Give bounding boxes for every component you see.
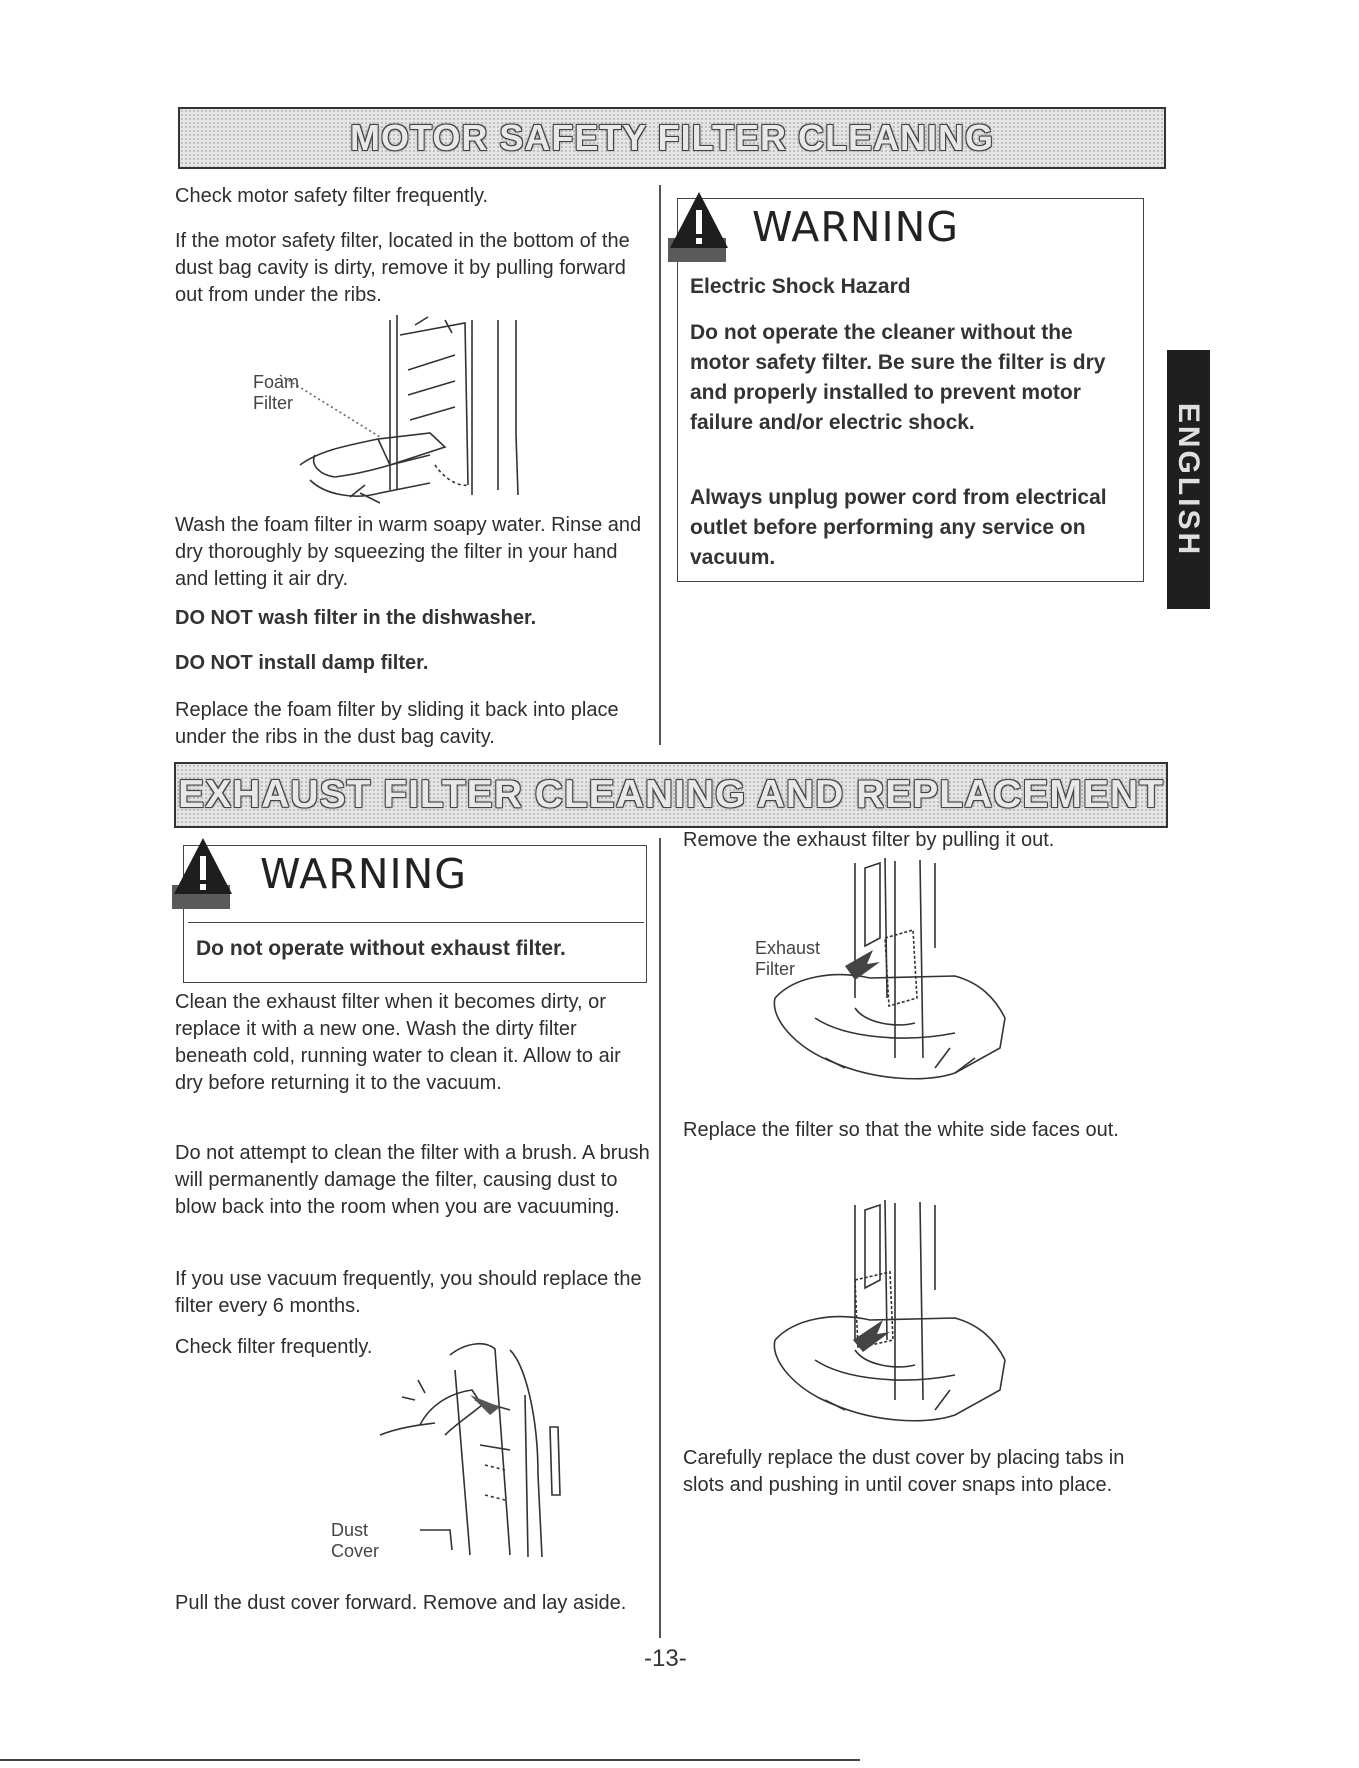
replace-filter-illustration	[755, 1200, 1045, 1430]
paragraph: Clean the exhaust filter when it becomes dirty, or replace it with a new one. Wash the dirty filter beneath cold, running water to clean it. Allow to air dry before returning it to the vacuum.	[175, 991, 621, 1094]
warning-subtitle: Electric Shock Hazard	[690, 275, 911, 298]
figure-label-line: Cover	[331, 1541, 380, 1561]
figure-label-foam-filter	[253, 372, 299, 414]
figure-label-dust-cover	[331, 1520, 379, 1562]
figure-label-line: Exhaust	[755, 938, 821, 958]
paragraph: Check filter frequently.	[175, 1336, 373, 1358]
warning-text: Do not operate the cleaner without the motor safety filter. Be sure the filter is dry and properly installed to prevent motor failure and/or electric shock.	[690, 321, 1106, 434]
caution-text: DO NOT install damp filter.	[175, 652, 429, 674]
figure-label-exhaust-filter	[755, 938, 820, 980]
warning-text: Always unplug power cord from electrical outlet before performing any service on vacuum.	[690, 486, 1107, 569]
warning-triangle-icon	[172, 836, 234, 896]
section-banner-motor-filter	[178, 107, 1166, 169]
column-divider	[659, 838, 661, 1638]
language-tab-label: ENGLISH	[1172, 402, 1206, 557]
paragraph: Pull the dust cover forward. Remove and lay aside.	[175, 1592, 627, 1614]
section-banner-exhaust-filter	[174, 762, 1168, 828]
paragraph: If you use vacuum frequently, you should replace the filter every 6 months.	[175, 1268, 642, 1317]
section-title: EXHAUST FILTER CLEANING AND REPLACEMENT	[178, 773, 1164, 816]
paragraph: Remove the exhaust filter by pulling it out.	[683, 829, 1055, 851]
figure-label-line: Foam	[253, 372, 300, 392]
figure-label-line: Dust	[331, 1520, 369, 1540]
paragraph: Carefully replace the dust cover by placing tabs in slots and pushing in until cover snaps into place.	[683, 1447, 1125, 1496]
paragraph: If the motor safety filter, located in the bottom of the dust bag cavity is dirty, remove it by pulling forward out from under the ribs.	[175, 230, 630, 306]
column-divider	[659, 185, 661, 745]
section-title: MOTOR SAFETY FILTER CLEANING	[349, 117, 994, 158]
warning-triangle-icon	[668, 190, 730, 250]
paragraph: Wash the foam filter in warm soapy water. Rinse and dry thoroughly by squeezing the filter in your hand and letting it air dry.	[175, 514, 642, 590]
warning-title: WARNING	[752, 203, 960, 251]
caution-text: DO NOT wash filter in the dishwasher.	[175, 607, 537, 629]
page-number: -13-	[644, 1645, 687, 1672]
paragraph: Check motor safety filter frequently.	[175, 185, 489, 207]
warning-title: WARNING	[260, 850, 468, 898]
bottom-rule	[0, 1759, 860, 1761]
paragraph: Do not attempt to clean the filter with a brush. A brush will permanently damage the filter, causing dust to blow back into the room when you are vacuuming.	[175, 1142, 650, 1218]
paragraph: Replace the filter so that the white side faces out.	[683, 1119, 1119, 1141]
warning-divider	[188, 922, 644, 923]
language-tab-english	[1167, 350, 1210, 609]
dust-cover-illustration	[360, 1335, 600, 1560]
figure-label-line: Filter	[253, 393, 293, 413]
paragraph: Replace the foam filter by sliding it back into place under the ribs in the dust bag cavity.	[175, 699, 619, 748]
figure-label-line: Filter	[755, 959, 795, 979]
warning-text: Do not operate without exhaust filter.	[196, 937, 566, 960]
